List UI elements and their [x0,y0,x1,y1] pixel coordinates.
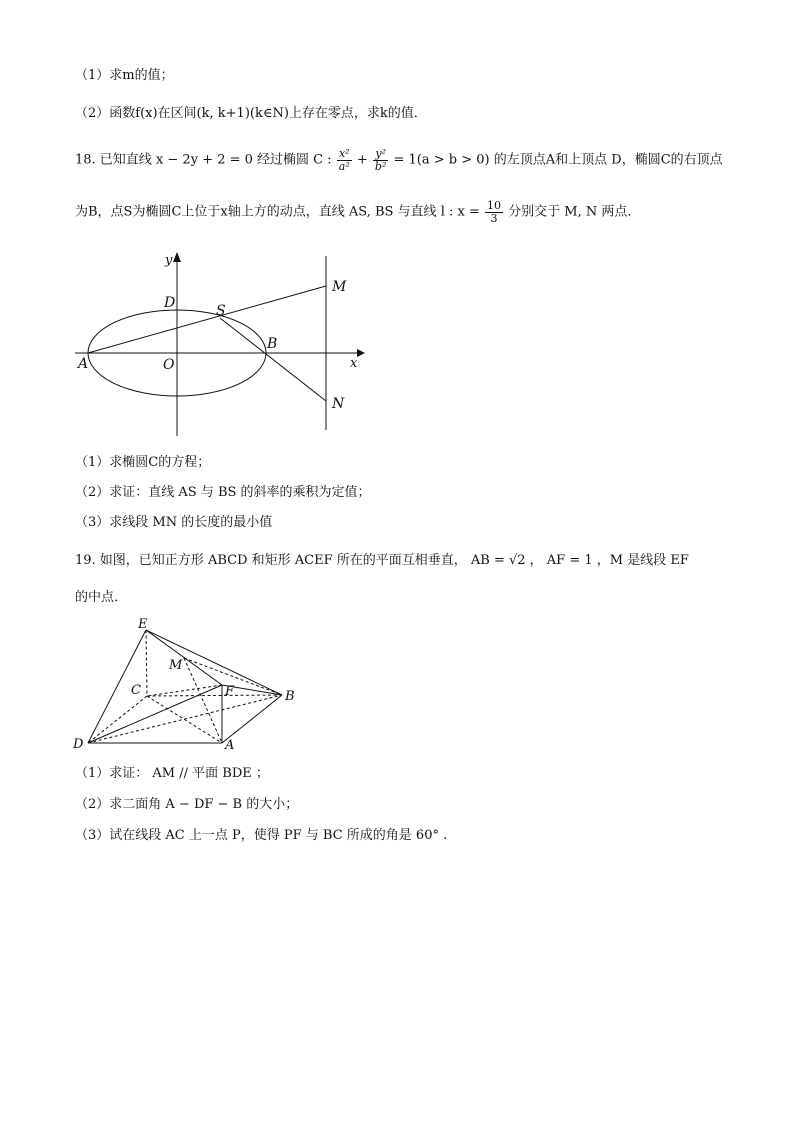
x-axis-arrow [357,349,365,357]
label-b: B [285,689,295,704]
label-b: B [267,336,278,352]
label-d: D [73,737,84,752]
label-o: O [163,357,175,373]
q19-part2: （2）求二面角 A − DF − B 的大小； [75,797,299,812]
q19-stem-line2: 的中点． [75,590,128,605]
fraction-y2-b2 [373,148,388,172]
line-am [88,286,326,353]
frac-den: 3 [490,211,498,225]
label-m: M [332,279,347,295]
edge-df [88,685,222,743]
line-sn [220,318,326,401]
q19-part3: （3）试在线段 AC 上一点 P，使得 PF 与 BC 所成的角是 60° . [75,828,448,843]
label-m: M [169,658,183,673]
label-y: y [165,253,173,268]
fraction-10-3 [485,200,503,224]
label-f: F [225,684,235,699]
q18-stem-line1-a: 18. 已知直线 x − 2y + 2 = 0 经过椭圆 C : [75,152,332,168]
label-c: C [131,683,141,698]
label-d: D [164,295,176,311]
frac-den: a² [338,159,350,173]
frac-num: y² [373,148,388,161]
edge-cb-dashed [147,695,282,696]
plus-sign: + [356,152,368,168]
q18-part3: （3）求线段 MN 的长度的最小值 [75,515,273,530]
q17-part2: （2）函数f(x)在区间(k, k+1)(k∈N)上存在零点，求k的值． [75,106,427,121]
q19-part1: （1）求证： AM // 平面 BDE ； [75,766,269,781]
label-a: A [225,738,235,753]
ellipse-figure [70,248,370,438]
edge-fc-dashed [147,685,222,696]
frac-num: x² [337,148,352,161]
label-s: S [216,303,226,319]
edge-db-dashed [88,695,282,743]
frac-num: 10 [487,199,501,212]
q19-stem-line1: 19. 如图，已知正方形 ABCD 和矩形 ACEF 所在的平面互相垂直， AB = √2 ， AF = 1 ，M 是线段 EF [75,553,689,568]
label-e: E [138,617,148,632]
edge-ec-dashed [146,630,147,696]
q18-stem-line2-a: 为B，点S为椭圆C上位于x轴上方的动点，直线 AS, BS 与直线 l : x = [75,204,480,220]
q18-stem-line1 [75,148,723,172]
edge-eb [146,630,282,695]
q18-stem-line2-b: 分别交于 M, N 两点． [508,204,641,220]
label-a: A [78,356,89,372]
q18-part1: （1）求椭圆C的方程； [75,455,211,470]
prism-figure [70,615,310,755]
q17-part1: （1）求m的值； [75,68,174,83]
fraction-x2-a2 [337,148,352,172]
edge-ab [222,695,282,743]
label-n: N [332,396,345,412]
q18-part2: （2）求证：直线 AS 与 BS 的斜率的乘积为定值； [75,485,371,500]
q18-stem-line1-b: = 1(a > b > 0) 的左顶点A和上顶点 D，椭圆C的右顶点 [393,152,723,168]
y-axis-arrow [173,252,181,262]
label-x: x [350,356,358,371]
edge-ef [146,630,222,685]
frac-den: b² [374,159,387,173]
q18-stem-line2 [75,200,640,224]
